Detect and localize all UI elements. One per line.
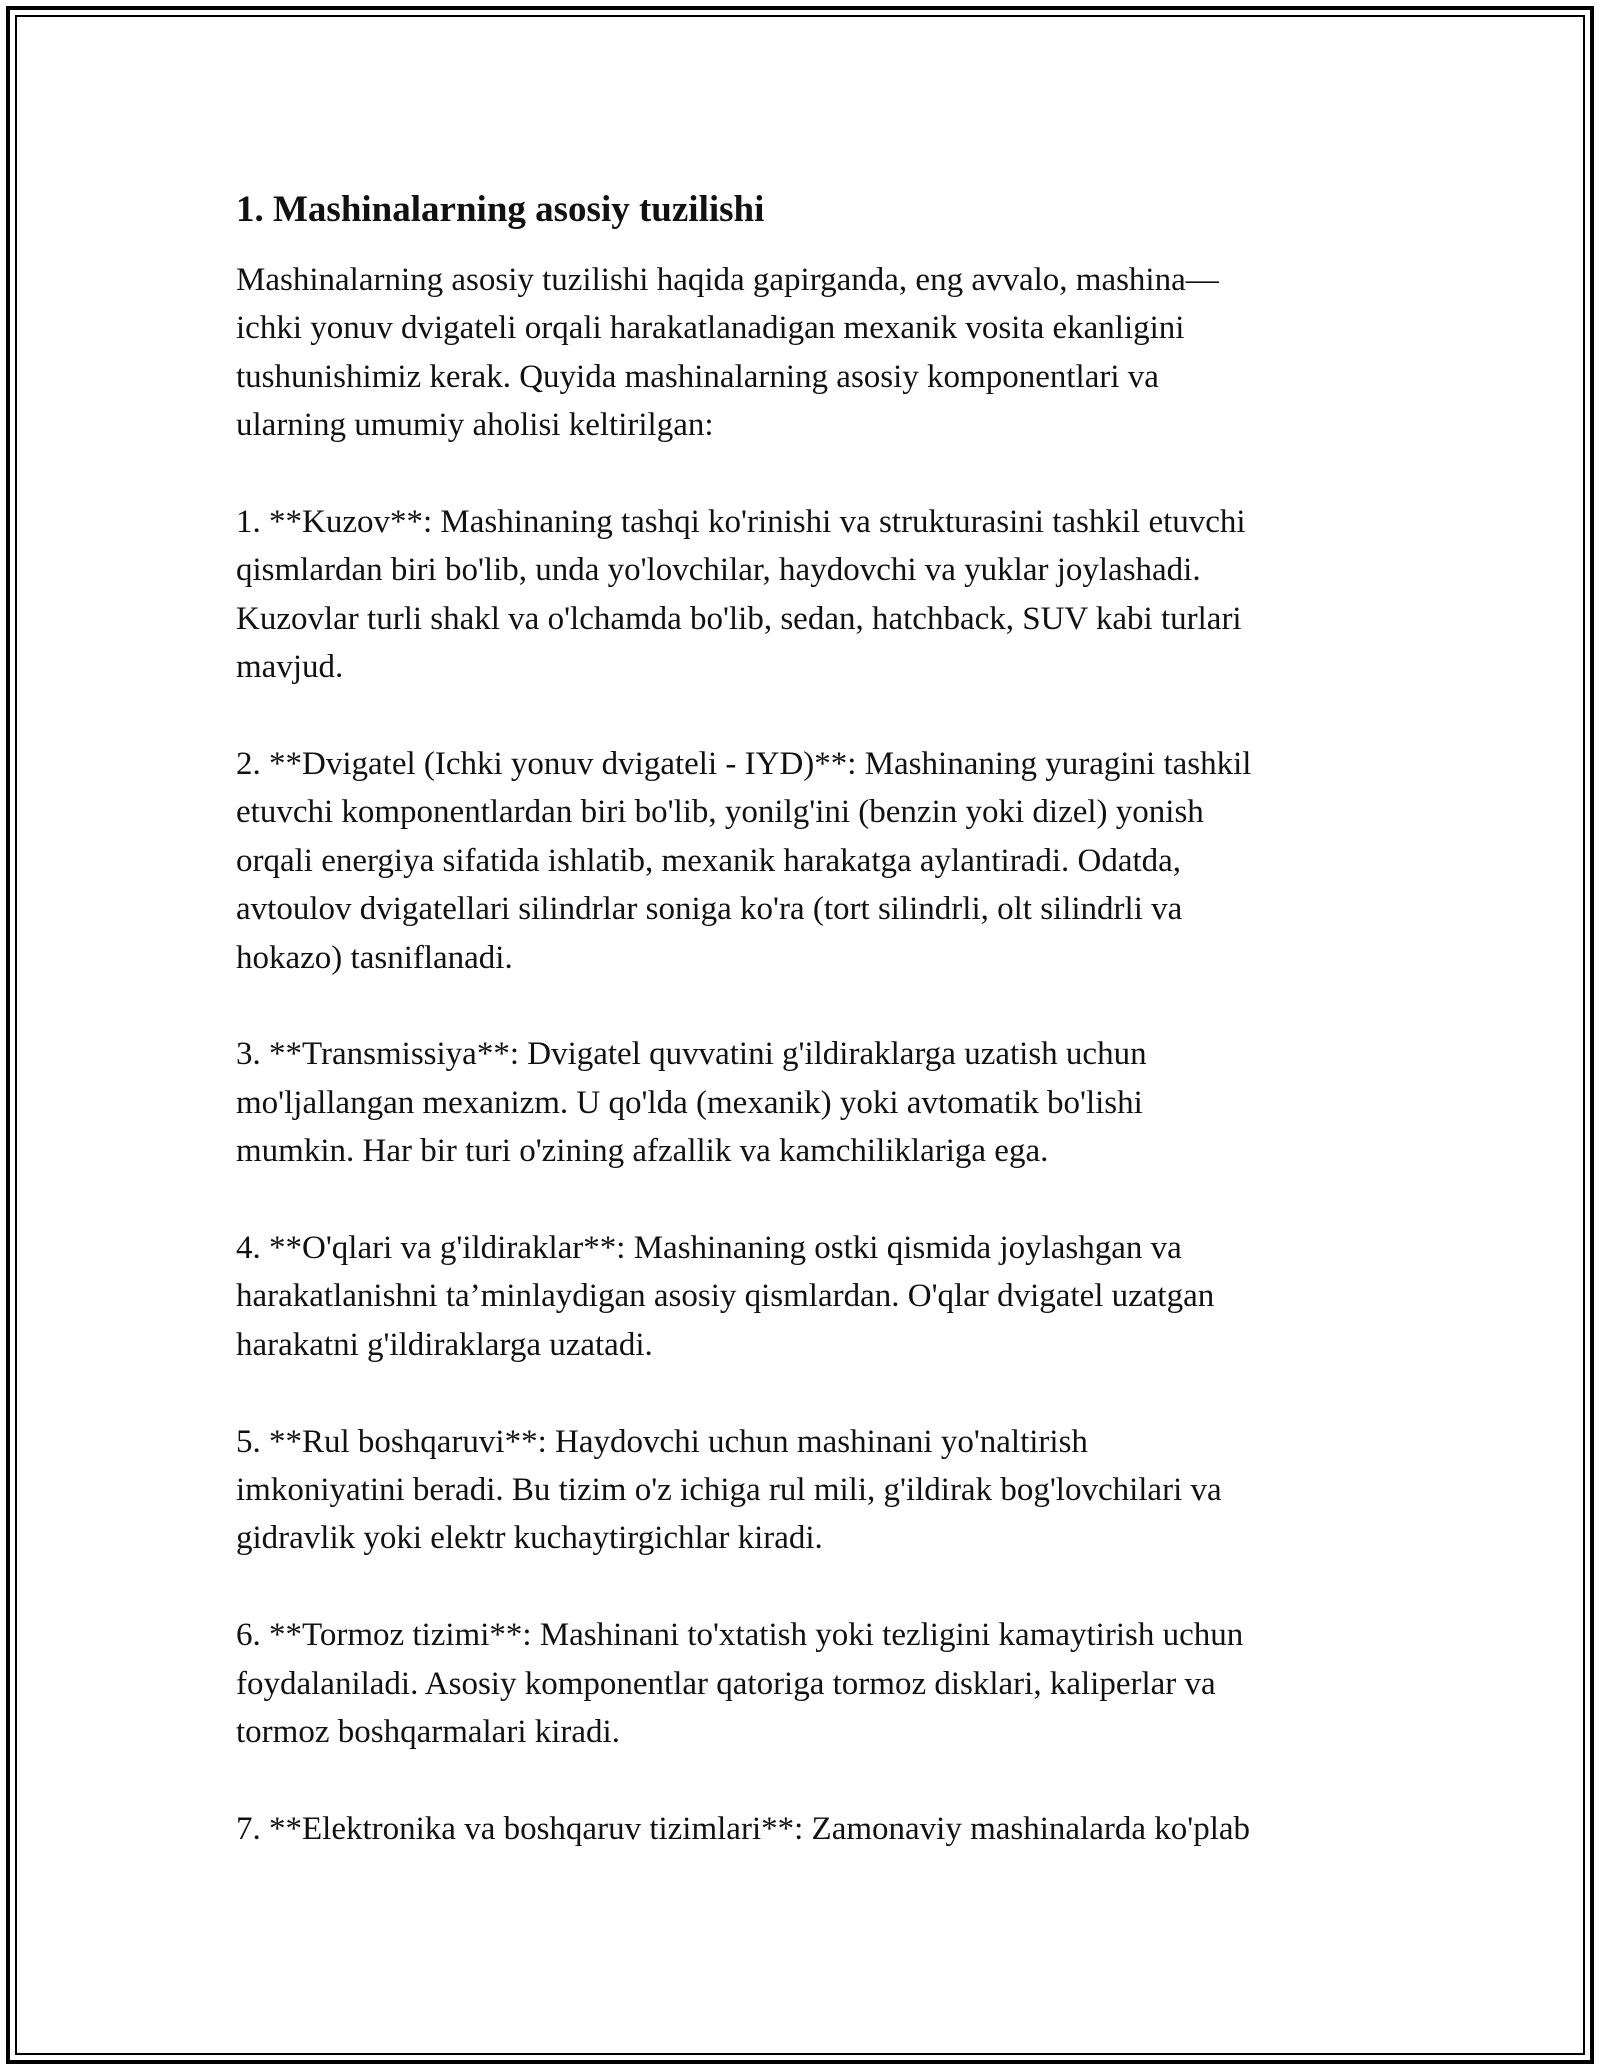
text-line: orqali energiya sifatida ishlatib, mexanik harakatga aylantiradi. Odatda, <box>236 842 1182 879</box>
text-line: 4. **O'qlari va g'ildiraklar**: Mashinaning ostki qismida joylashgan va <box>236 1230 1182 1267</box>
list-item-dvigatel <box>236 740 1376 982</box>
text-line: mo'ljallangan mexanizm. U qo'lda (mexanik) yoki avtomatik bo'lishi <box>236 1084 1143 1121</box>
text-line: imkoniyatini beradi. Bu tizim o'z ichiga rul mili, g'ildirak bog'lovchilari va <box>236 1472 1222 1509</box>
text-line: Kuzovlar turli shakl va o'lchamda bo'lib, sedan, hatchback, SUV kabi turlari <box>236 600 1242 637</box>
text-line: Mashinalarning asosiy tuzilishi haqida gapirganda, eng avvalo, mashina— <box>236 262 1219 298</box>
text-line: ichki yonuv dvigateli orqali harakatlanadigan mexanik vosita ekanligini <box>236 310 1185 347</box>
text-line: 3. **Transmissiya**: Dvigatel quvvatini g'ildiraklarga uzatish uchun <box>236 1036 1147 1073</box>
text-line: hokazo) tasniflanadi. <box>236 939 513 976</box>
intro-paragraph <box>236 256 1376 450</box>
text-line: harakatlanishni ta’minlaydigan asosiy qismlardan. O'qlar dvigatel uzatgan <box>236 1278 1215 1315</box>
text-line: gidravlik yoki elektr kuchaytirgichlar kiradi. <box>236 1520 823 1557</box>
text-line: 6. **Tormoz tizimi**: Mashinani to'xtatish yoki tezligini kamaytirish uchun <box>236 1617 1244 1654</box>
text-line: ularning umumiy aholisi keltirilgan: <box>236 407 714 444</box>
list-item-oqlar <box>236 1224 1376 1369</box>
text-line: qismlardan biri bo'lib, unda yo'lovchilar, haydovchi va yuklar joylashadi. <box>236 552 1201 589</box>
text-line: foydalaniladi. Asosiy komponentlar qatoriga tormoz disklari, kaliperlar va <box>236 1665 1216 1702</box>
text-line: tormoz boshqarmalari kiradi. <box>236 1714 620 1751</box>
text-line: mavjud. <box>236 649 344 686</box>
list-item-kuzov <box>236 498 1376 692</box>
text-line: avtoulov dvigatellari silindrlar soniga ko'ra (tort silindrli, olt silindrli va <box>236 891 1183 928</box>
text-line: 1. **Kuzov**: Mashinaning tashqi ko'rinishi va strukturasini tashkil etuvchi <box>236 504 1246 541</box>
text-line: etuvchi komponentlardan biri bo'lib, yonilg'ini (benzin yoki dizel) yonish <box>236 794 1204 831</box>
text-line: harakatni g'ildiraklarga uzatadi. <box>236 1326 653 1363</box>
text-line: 7. **Elektronika va boshqaruv tizimlari**: Zamonaviy mashinalarda ko'plab <box>236 1810 1251 1847</box>
document-body <box>236 186 1376 1902</box>
section-heading: 1. Mashinalarning asosiy tuzilishi <box>236 189 765 230</box>
list-item-transmissiya <box>236 1030 1376 1175</box>
list-item-tormoz <box>236 1611 1376 1756</box>
list-item-elektronika <box>236 1805 1376 1853</box>
text-line: mumkin. Har bir turi o'zining afzallik va kamchiliklariga ega. <box>236 1133 1049 1170</box>
list-item-rul <box>236 1418 1376 1563</box>
text-line: tushunishimiz kerak. Quyida mashinalarning asosiy komponentlari va <box>236 358 1159 395</box>
text-line: 2. **Dvigatel (Ichki yonuv dvigateli - IYD)**: Mashinaning yuragini tashkil <box>236 746 1252 783</box>
text-line: 5. **Rul boshqaruvi**: Haydovchi uchun mashinani yo'naltirish <box>236 1423 1088 1460</box>
